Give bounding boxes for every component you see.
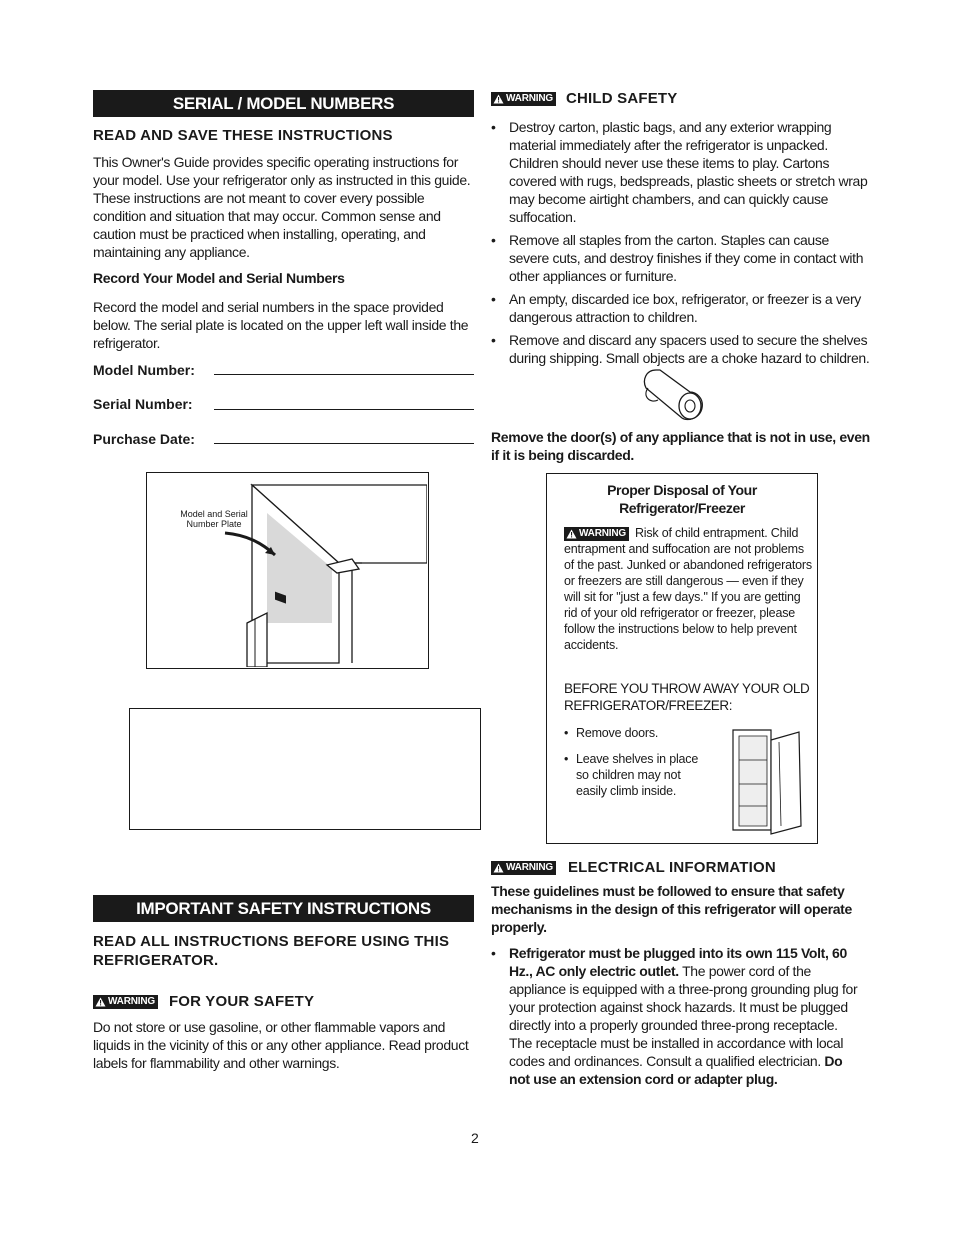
model-number-field[interactable] bbox=[214, 374, 474, 375]
serial-model-numbers-header: SERIAL / MODEL NUMBERS bbox=[93, 90, 474, 117]
proper-disposal-box bbox=[546, 473, 818, 844]
warning-triangle-icon bbox=[566, 529, 577, 539]
list-item: • Destroy carton, plastic bags, and any exterior wrapping material immediately after the refrigerator is unpacked. Children should never use these items to play. Cartons covered with rugs, bedspreads, plastic sheets or stretch wrap may become airtight chambers, and can quickly cause suffocation. bbox=[491, 118, 871, 226]
warning-badge: WARNING bbox=[93, 995, 158, 1009]
warning-badge: WARNING bbox=[491, 92, 556, 106]
refrigerator-interior-illustration bbox=[147, 473, 427, 667]
electrical-intro: These guidelines must be followed to ensure that safety mechanisms in the design of this refrigerator will operate properly. bbox=[491, 883, 852, 935]
disposal-text: WARNING Risk of child entrapment. Child entrapment and suffocation are not problems of the past. Junked or abandoned refrigerators or freezers are still dangerous — even if they will sit for "just a few days." If you are getting rid of your old refrigerator or freezer, please follow the instructions below to help prevent accidents. bbox=[564, 526, 812, 652]
disposal-title: Proper Disposal of Your Refrigerator/Freezer bbox=[607, 482, 757, 516]
page-number: 2 bbox=[471, 1130, 479, 1146]
figure-caption: Model and Serial Number Plate bbox=[180, 509, 248, 529]
read-all-heading: READ ALL INSTRUCTIONS BEFORE USING THIS REFRIGERATOR. bbox=[93, 933, 450, 969]
refrigerator-open-door-icon bbox=[727, 726, 807, 838]
model-number-label: Model Number: bbox=[93, 362, 195, 378]
serial-plate-figure bbox=[146, 472, 429, 669]
list-item: • Remove doors. bbox=[564, 725, 714, 741]
record-heading: Record Your Model and Serial Numbers bbox=[93, 270, 345, 286]
for-your-safety-heading: WARNING FOR YOUR SAFETY bbox=[93, 993, 314, 1010]
for-your-safety-text: Do not store or use gasoline, or other flammable vapors and liquids in the vicinity of this or any other appliance. Read product labels for flammability and other warnings. bbox=[93, 1019, 469, 1071]
electrical-information-heading: WARNING ELECTRICAL INFORMATION bbox=[491, 859, 776, 876]
warning-triangle-icon bbox=[493, 94, 504, 104]
warning-badge: WARNING bbox=[491, 861, 556, 875]
list-item: • Remove and discard any spacers used to secure the shelves during shipping. Small objects are a choke hazard to children. bbox=[491, 331, 871, 367]
serial-number-field[interactable] bbox=[214, 409, 474, 410]
warning-triangle-icon bbox=[95, 997, 106, 1007]
remove-doors-warning: Remove the door(s) of any appliance that is not in use, even if it is being discarded. bbox=[491, 429, 870, 463]
child-safety-list bbox=[491, 118, 871, 372]
serial-number-label: Serial Number: bbox=[93, 396, 193, 412]
spacer-roll-icon bbox=[638, 366, 706, 424]
warning-triangle-icon bbox=[493, 863, 504, 873]
before-you-throw-away: BEFORE YOU THROW AWAY YOUR OLD REFRIGERATOR/FREEZER: bbox=[564, 681, 810, 713]
list-item: • Leave shelves in place so children may not easily climb inside. bbox=[564, 751, 714, 799]
empty-box bbox=[129, 708, 481, 830]
purchase-date-field[interactable] bbox=[214, 443, 474, 444]
disposal-list bbox=[564, 725, 714, 804]
important-safety-header: IMPORTANT SAFETY INSTRUCTIONS bbox=[93, 895, 474, 922]
purchase-date-label: Purchase Date: bbox=[93, 431, 195, 447]
electrical-details: • Refrigerator must be plugged into its own 115 Volt, 60 Hz., AC only electric outlet. The power cord of the appliance is equipped with a three-prong grounding plug for your protection against shock hazards. It must be plugged directly into a properly grounded three-prong receptacle. The receptacle must be installed in accordance with local codes and ordinances. Consult a qualified electrician. Do not use an extension cord or adapter plug. bbox=[491, 945, 858, 1087]
warning-badge: WARNING bbox=[564, 527, 629, 541]
intro-paragraph: This Owner's Guide provides specific operating instructions for your model. Use your refrigerator only as instructed in this guide. These instructions are not meant to cover every possible condition and situation that may occur. Common sense and caution must be practiced when installing, operating, and maintaining any appliance. bbox=[93, 154, 471, 260]
list-item: • An empty, discarded ice box, refrigerator, or freezer is a very dangerous attraction to children. bbox=[491, 290, 871, 326]
child-safety-heading: WARNING CHILD SAFETY bbox=[491, 90, 678, 107]
list-item: • Remove all staples from the carton. Staples can cause severe cuts, and destroy finishes if they come in contact with other appliances or furniture. bbox=[491, 231, 871, 285]
record-paragraph: Record the model and serial numbers in the space provided below. The serial plate is located on the upper left wall inside the refrigerator. bbox=[93, 299, 469, 351]
read-save-heading: READ AND SAVE THESE INSTRUCTIONS bbox=[93, 127, 393, 144]
